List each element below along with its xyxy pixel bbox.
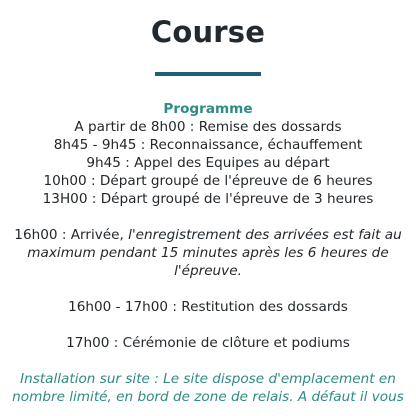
installation-note-2: nombre limité, en bord de zone de relais. A défaut il vous — [12, 389, 404, 405]
programme-section — [0, 100, 416, 406]
schedule-line-ceremonie: 17h00 : Cérémonie de clôture et podiums — [66, 335, 350, 351]
schedule-line-depart-6h: 10h00 : Départ groupé de l'épreuve de 6 heures — [43, 173, 373, 189]
title-underline — [155, 72, 261, 76]
schedule-line-restitution: 16h00 - 17h00 : Restitution des dossards — [68, 299, 348, 315]
arrivee-prefix: 16h00 : Arrivée, — [14, 227, 129, 243]
spacer — [0, 280, 416, 298]
schedule-line-remise: A partir de 8h00 : Remise des dossards — [74, 119, 342, 135]
spacer — [0, 316, 416, 334]
arrivee-detail-3: l'épreuve. — [174, 263, 242, 279]
arrivee-detail-1: l'enregistrement des arrivées est fait au — [128, 227, 402, 243]
spacer — [0, 352, 416, 370]
schedule-line-reconnaissance: 8h45 - 9h45 : Reconnaissance, échauffement — [53, 137, 363, 153]
arrivee-detail-2: maximum pendant 15 minutes après les 6 heures de — [27, 245, 389, 261]
schedule-line-depart-3h: 13H00 : Départ groupé de l'épreuve de 3 heures — [42, 191, 374, 207]
schedule-line-arrivee — [0, 226, 416, 244]
schedule-line-appel: 9h45 : Appel des Equipes au départ — [86, 155, 330, 171]
installation-note-1: Installation sur site : Le site dispose d'emplacement en — [20, 371, 396, 387]
programme-heading: Programme — [163, 101, 253, 117]
page-title: Course — [150, 15, 266, 49]
spacer — [0, 208, 416, 226]
